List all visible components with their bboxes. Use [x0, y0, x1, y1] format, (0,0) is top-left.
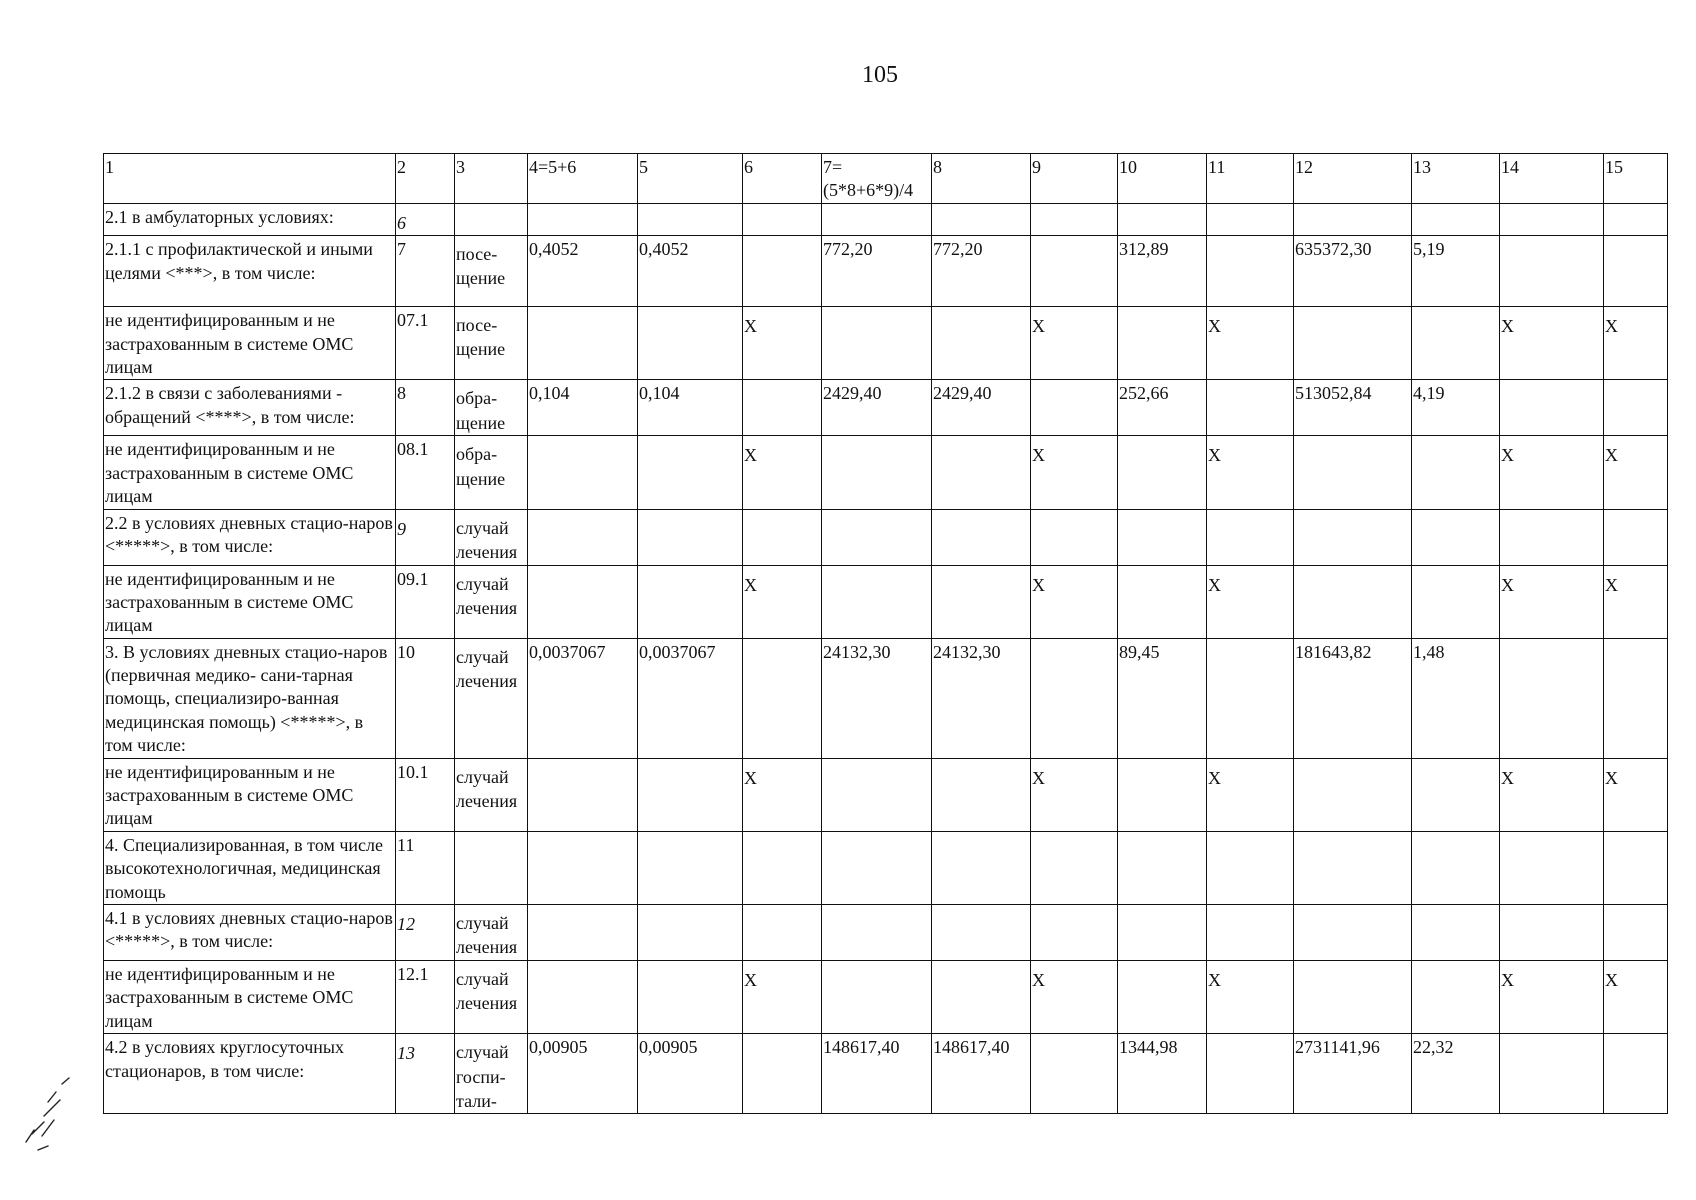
cell-col-13	[1412, 831, 1500, 904]
cell-col-9	[1031, 905, 1118, 961]
header-cell-8: 8	[932, 154, 1031, 204]
cell-col-7	[822, 307, 932, 380]
cell-col-6	[743, 380, 822, 436]
cell-col-11	[1207, 203, 1294, 235]
cell-col-15	[1604, 509, 1668, 565]
cell-col-14: X	[1500, 758, 1604, 831]
cell-col-5	[638, 831, 743, 904]
cell-col-12	[1294, 565, 1412, 638]
cell-col-5: 0,00905	[638, 1034, 743, 1114]
row-label: не идентифицированным и не застрахованным в системе ОМС лицам	[104, 565, 396, 638]
header-cell-15: 15	[1604, 154, 1668, 204]
cell-col-5	[638, 509, 743, 565]
row-label: не идентифицированным и не застрахованным в системе ОМС лицам	[104, 758, 396, 831]
cell-col-5	[638, 905, 743, 961]
cell-col-15: X	[1604, 961, 1668, 1034]
cell-col-10	[1118, 565, 1207, 638]
cell-col-10	[1118, 758, 1207, 831]
cell-col-13	[1412, 565, 1500, 638]
table-row	[104, 638, 1668, 758]
cell-col-6	[743, 236, 822, 307]
table-row	[104, 758, 1668, 831]
table-row	[104, 905, 1668, 961]
cell-col-10: 89,45	[1118, 638, 1207, 758]
cell-col-8: 148617,40	[932, 1034, 1031, 1114]
cell-col-7: 772,20	[822, 236, 932, 307]
header-cell-10: 10	[1118, 154, 1207, 204]
row-label: не идентифицированным и не застрахованным в системе ОМС лицам	[104, 436, 396, 509]
cell-col-6	[743, 509, 822, 565]
cell-col-8	[932, 961, 1031, 1034]
cell-col-15	[1604, 638, 1668, 758]
cell-col-11: X	[1207, 758, 1294, 831]
row-label: 2.2 в условиях дневных стацио-наров <*****>, в том числе:	[104, 509, 396, 565]
cell-col-4: 0,104	[528, 380, 638, 436]
cell-col-12	[1294, 961, 1412, 1034]
cell-col-8: 2429,40	[932, 380, 1031, 436]
cell-col-14	[1500, 831, 1604, 904]
header-cell-9: 9	[1031, 154, 1118, 204]
cell-col-6: X	[743, 565, 822, 638]
cell-col-6	[743, 1034, 822, 1114]
cell-col-12	[1294, 436, 1412, 509]
cell-col-9	[1031, 380, 1118, 436]
cell-col-4	[528, 509, 638, 565]
cell-col-4: 0,00905	[528, 1034, 638, 1114]
unit-cell	[455, 203, 528, 235]
cell-col-12	[1294, 307, 1412, 380]
cell-col-12	[1294, 758, 1412, 831]
cell-col-4	[528, 758, 638, 831]
cell-col-10: 1344,98	[1118, 1034, 1207, 1114]
table-row	[104, 203, 1668, 235]
cell-col-11: X	[1207, 961, 1294, 1034]
cell-col-9	[1031, 236, 1118, 307]
cell-col-5: 0,4052	[638, 236, 743, 307]
pen-mark	[14, 1070, 74, 1160]
cell-col-11: X	[1207, 436, 1294, 509]
cell-col-4	[528, 961, 638, 1034]
cell-col-14: X	[1500, 307, 1604, 380]
unit-cell: обра- щение	[455, 380, 528, 436]
cell-col-5	[638, 758, 743, 831]
cell-col-10	[1118, 436, 1207, 509]
cell-col-15	[1604, 905, 1668, 961]
cell-col-6	[743, 638, 822, 758]
cell-col-4: 0,0037067	[528, 638, 638, 758]
unit-cell	[455, 831, 528, 904]
cell-col-9	[1031, 203, 1118, 235]
cell-col-13	[1412, 758, 1500, 831]
cell-col-9: X	[1031, 436, 1118, 509]
cell-col-13: 4,19	[1412, 380, 1500, 436]
row-code: 9	[396, 509, 455, 565]
unit-cell: случай лечения	[455, 565, 528, 638]
cell-col-4	[528, 831, 638, 904]
cell-col-7	[822, 905, 932, 961]
cell-col-14	[1500, 638, 1604, 758]
cell-col-13	[1412, 961, 1500, 1034]
cell-col-9	[1031, 509, 1118, 565]
row-code: 8	[396, 380, 455, 436]
cell-col-8	[932, 307, 1031, 380]
cell-col-14: X	[1500, 961, 1604, 1034]
unit-cell: случай госпи- тали-	[455, 1034, 528, 1114]
header-cell-13: 13	[1412, 154, 1500, 204]
cell-col-10: 312,89	[1118, 236, 1207, 307]
row-label: 3. В условиях дневных стацио-наров (первичная медико- сани-тарная помощь, специализиро-ванная медицинская помощь) <*****>, в том числе:	[104, 638, 396, 758]
row-code: 12.1	[396, 961, 455, 1034]
cell-col-12	[1294, 831, 1412, 904]
unit-cell: случай лечения	[455, 638, 528, 758]
cell-col-9	[1031, 1034, 1118, 1114]
row-code: 08.1	[396, 436, 455, 509]
cell-col-13	[1412, 436, 1500, 509]
row-code: 13	[396, 1034, 455, 1114]
cell-col-8	[932, 203, 1031, 235]
table-row	[104, 236, 1668, 307]
cell-col-15: X	[1604, 758, 1668, 831]
table-row	[104, 1034, 1668, 1114]
cell-col-15	[1604, 831, 1668, 904]
row-label: 2.1.2 в связи с заболеваниями - обращений <****>, в том числе:	[104, 380, 396, 436]
cell-col-12	[1294, 509, 1412, 565]
cell-col-4	[528, 565, 638, 638]
cell-col-8	[932, 905, 1031, 961]
cell-col-10	[1118, 961, 1207, 1034]
row-code: 11	[396, 831, 455, 904]
header-cell-1: 1	[104, 154, 396, 204]
cell-col-12	[1294, 905, 1412, 961]
cell-col-11	[1207, 831, 1294, 904]
header-cell-3: 3	[455, 154, 528, 204]
cell-col-13	[1412, 307, 1500, 380]
header-cell-11: 11	[1207, 154, 1294, 204]
cell-col-4	[528, 307, 638, 380]
cell-col-6	[743, 203, 822, 235]
cell-col-13: 5,19	[1412, 236, 1500, 307]
cell-col-9: X	[1031, 565, 1118, 638]
cell-col-15	[1604, 236, 1668, 307]
cell-col-11	[1207, 509, 1294, 565]
unit-cell: случай лечения	[455, 758, 528, 831]
table-row	[104, 307, 1668, 380]
unit-cell: случай лечения	[455, 509, 528, 565]
row-label: 4.2 в условиях круглосуточных стационаров, в том числе:	[104, 1034, 396, 1114]
cell-col-5: 0,0037067	[638, 638, 743, 758]
cell-col-10	[1118, 307, 1207, 380]
cell-col-12: 2731141,96	[1294, 1034, 1412, 1114]
cell-col-5: 0,104	[638, 380, 743, 436]
cell-col-5	[638, 961, 743, 1034]
cell-col-7	[822, 565, 932, 638]
cell-col-12	[1294, 203, 1412, 235]
cell-col-14	[1500, 203, 1604, 235]
cell-col-4	[528, 905, 638, 961]
cell-col-4: 0,4052	[528, 236, 638, 307]
unit-cell: обра- щение	[455, 436, 528, 509]
cell-col-7	[822, 831, 932, 904]
cell-col-15	[1604, 380, 1668, 436]
cell-col-7: 24132,30	[822, 638, 932, 758]
cell-col-8	[932, 758, 1031, 831]
row-code: 12	[396, 905, 455, 961]
data-table	[103, 153, 1668, 1114]
row-label: 4. Специализированная, в том числе высокотехнологичная, медицинская помощь	[104, 831, 396, 904]
cell-col-9: X	[1031, 758, 1118, 831]
unit-cell: случай лечения	[455, 905, 528, 961]
cell-col-8: 772,20	[932, 236, 1031, 307]
cell-col-12: 513052,84	[1294, 380, 1412, 436]
cell-col-11	[1207, 638, 1294, 758]
header-cell-2: 2	[396, 154, 455, 204]
row-code: 6	[396, 203, 455, 235]
table-row	[104, 831, 1668, 904]
row-label: 2.1 в амбулаторных условиях:	[104, 203, 396, 235]
header-cell-6: 6	[743, 154, 822, 204]
cell-col-5	[638, 203, 743, 235]
cell-col-13	[1412, 203, 1500, 235]
cell-col-13	[1412, 509, 1500, 565]
page-number: 105	[862, 62, 898, 88]
unit-cell: случай лечения	[455, 961, 528, 1034]
cell-col-15	[1604, 1034, 1668, 1114]
cell-col-9	[1031, 831, 1118, 904]
cell-col-12: 181643,82	[1294, 638, 1412, 758]
cell-col-11: X	[1207, 307, 1294, 380]
unit-cell: посе- щение	[455, 236, 528, 307]
cell-col-8	[932, 831, 1031, 904]
cell-col-8	[932, 565, 1031, 638]
cell-col-11	[1207, 905, 1294, 961]
cell-col-10	[1118, 509, 1207, 565]
cell-col-10	[1118, 831, 1207, 904]
cell-col-15: X	[1604, 565, 1668, 638]
table-row	[104, 509, 1668, 565]
cell-col-7	[822, 509, 932, 565]
row-code: 7	[396, 236, 455, 307]
cell-col-5	[638, 307, 743, 380]
cell-col-6	[743, 905, 822, 961]
cell-col-6	[743, 831, 822, 904]
cell-col-11	[1207, 236, 1294, 307]
table-row	[104, 961, 1668, 1034]
cell-col-14	[1500, 380, 1604, 436]
cell-col-7	[822, 203, 932, 235]
cell-col-7	[822, 758, 932, 831]
cell-col-12: 635372,30	[1294, 236, 1412, 307]
row-code: 10.1	[396, 758, 455, 831]
cell-col-6: X	[743, 961, 822, 1034]
cell-col-14	[1500, 905, 1604, 961]
cell-col-5	[638, 565, 743, 638]
header-cell-7: 7= (5*8+6*9)/4	[822, 154, 932, 204]
cell-col-10	[1118, 905, 1207, 961]
cell-col-14: X	[1500, 436, 1604, 509]
cell-col-6: X	[743, 436, 822, 509]
header-row	[104, 154, 1668, 204]
row-label: 4.1 в условиях дневных стацио-наров <*****>, в том числе:	[104, 905, 396, 961]
cell-col-8	[932, 436, 1031, 509]
cell-col-9: X	[1031, 307, 1118, 380]
cell-col-7	[822, 961, 932, 1034]
cell-col-8: 24132,30	[932, 638, 1031, 758]
cell-col-4	[528, 203, 638, 235]
cell-col-15: X	[1604, 307, 1668, 380]
header-cell-12: 12	[1294, 154, 1412, 204]
cell-col-7: 2429,40	[822, 380, 932, 436]
row-label: не идентифицированным и не застрахованным в системе ОМС лицам	[104, 961, 396, 1034]
cell-col-14	[1500, 1034, 1604, 1114]
cell-col-7	[822, 436, 932, 509]
cell-col-9	[1031, 638, 1118, 758]
cell-col-14: X	[1500, 565, 1604, 638]
cell-col-9: X	[1031, 961, 1118, 1034]
row-label: не идентифицированным и не застрахованным в системе ОМС лицам	[104, 307, 396, 380]
cell-col-14	[1500, 509, 1604, 565]
cell-col-13: 22,32	[1412, 1034, 1500, 1114]
cell-col-15: X	[1604, 436, 1668, 509]
row-label: 2.1.1 с профилактической и иными целями <***>, в том числе:	[104, 236, 396, 307]
cell-col-6: X	[743, 307, 822, 380]
cell-col-10: 252,66	[1118, 380, 1207, 436]
cell-col-11	[1207, 380, 1294, 436]
row-code: 07.1	[396, 307, 455, 380]
table-row	[104, 436, 1668, 509]
cell-col-14	[1500, 236, 1604, 307]
cell-col-6: X	[743, 758, 822, 831]
header-cell-14: 14	[1500, 154, 1604, 204]
table-row	[104, 565, 1668, 638]
header-cell-5: 5	[638, 154, 743, 204]
row-code: 09.1	[396, 565, 455, 638]
cell-col-11: X	[1207, 565, 1294, 638]
cell-col-7: 148617,40	[822, 1034, 932, 1114]
cell-col-5	[638, 436, 743, 509]
cell-col-15	[1604, 203, 1668, 235]
cell-col-13: 1,48	[1412, 638, 1500, 758]
cell-col-11	[1207, 1034, 1294, 1114]
row-code: 10	[396, 638, 455, 758]
table-row	[104, 380, 1668, 436]
cell-col-8	[932, 509, 1031, 565]
cell-col-10	[1118, 203, 1207, 235]
cell-col-13	[1412, 905, 1500, 961]
unit-cell: посе- щение	[455, 307, 528, 380]
header-cell-4: 4=5+6	[528, 154, 638, 204]
cell-col-4	[528, 436, 638, 509]
